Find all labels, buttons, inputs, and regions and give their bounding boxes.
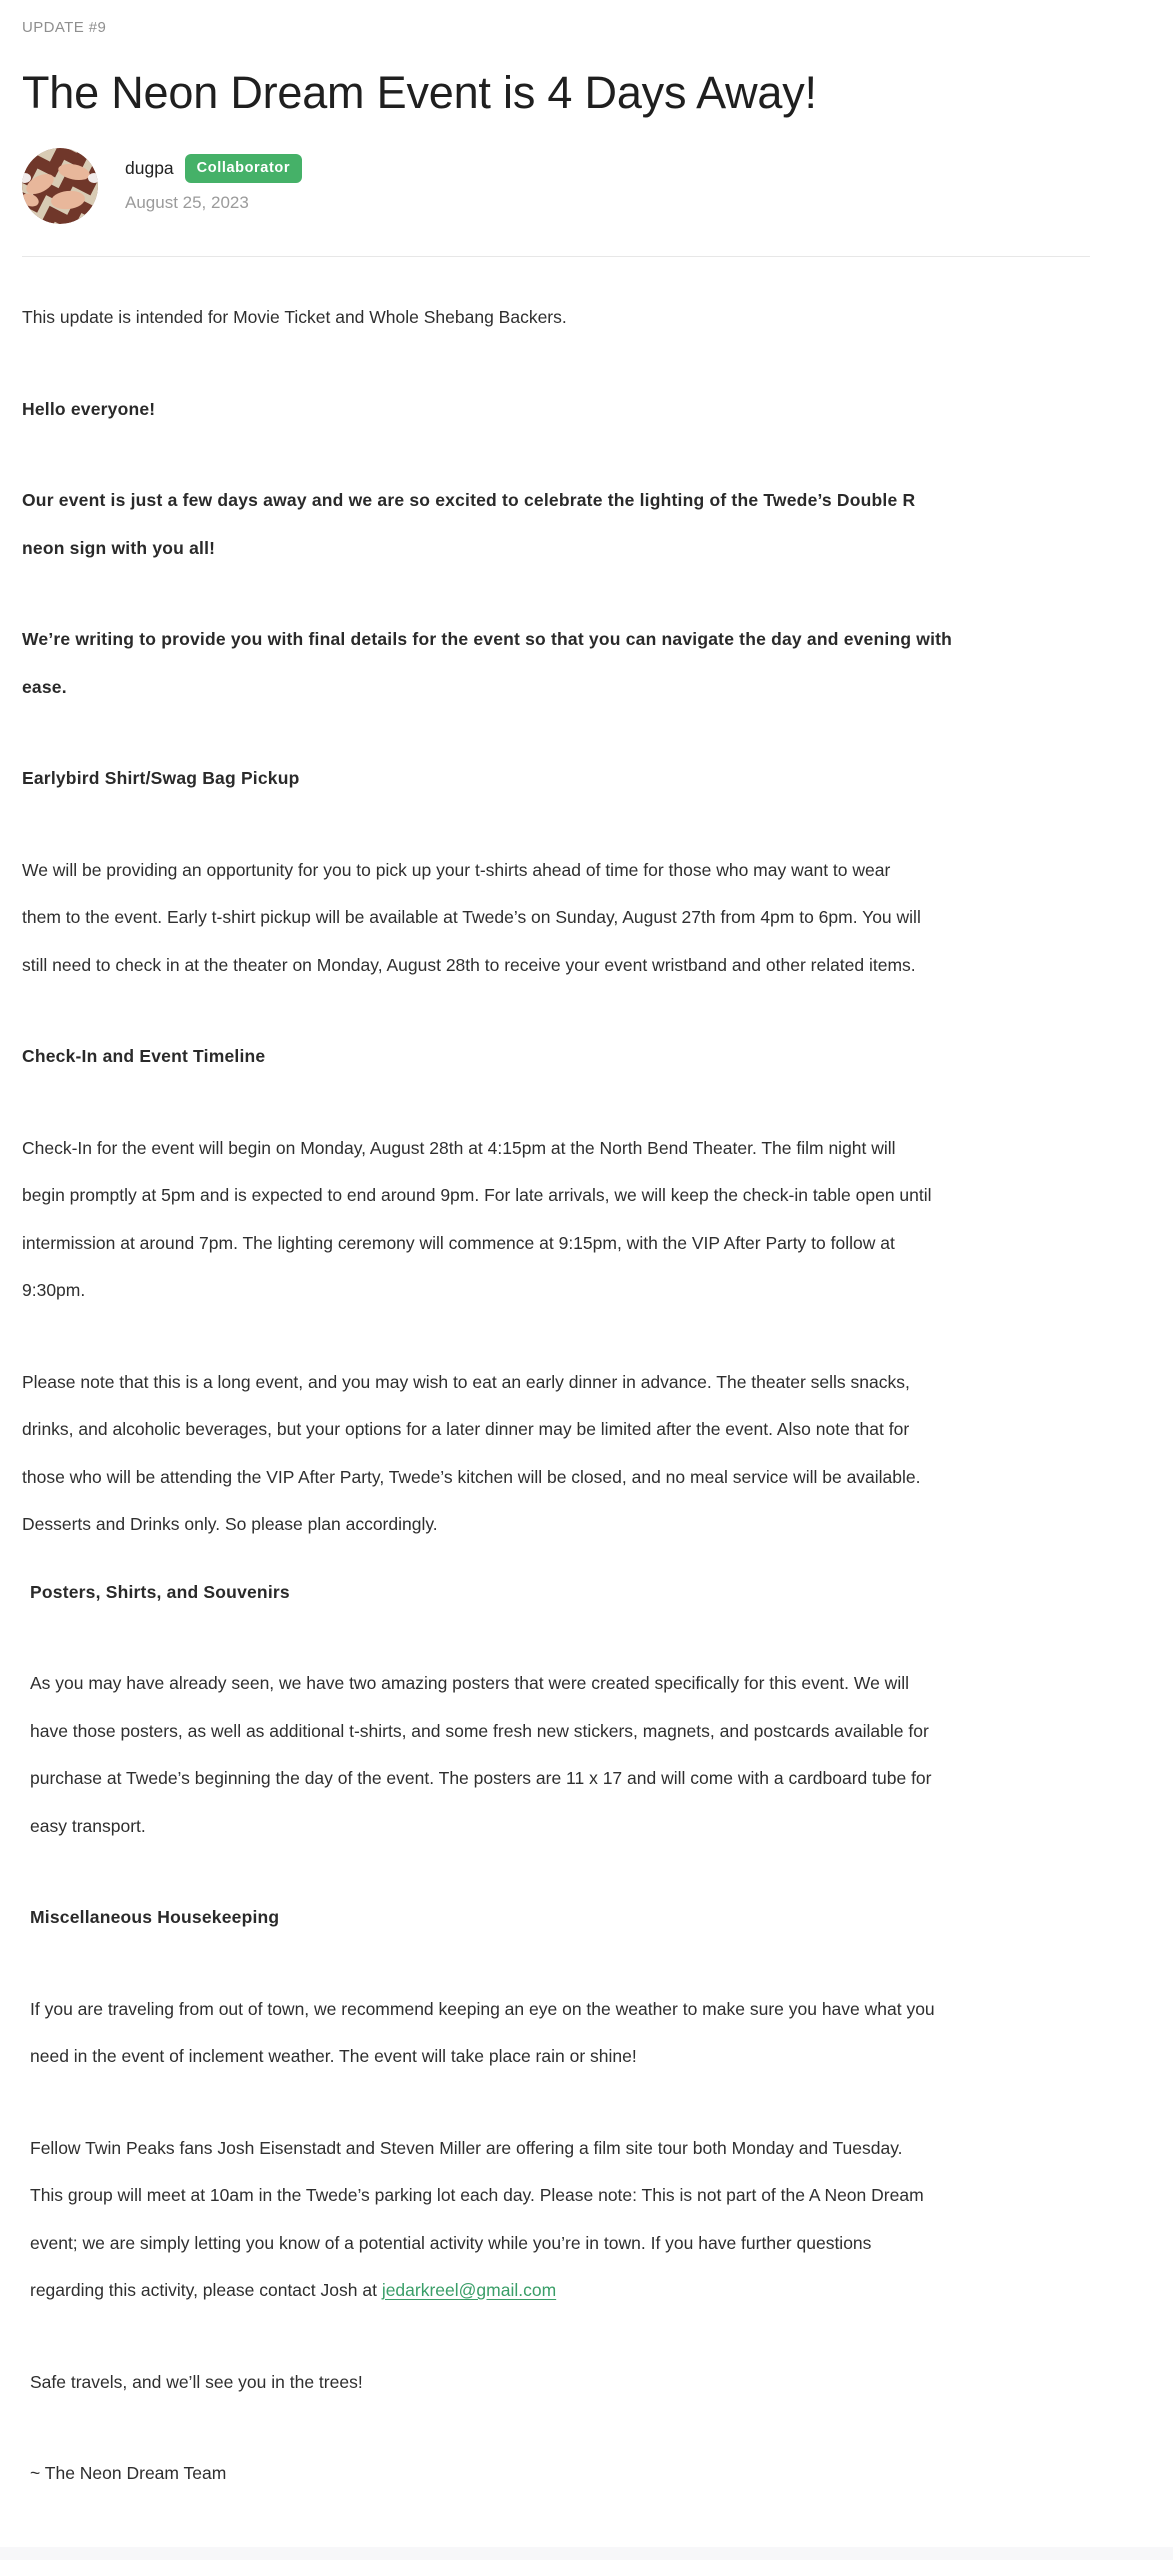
section-heading: Miscellaneous Housekeeping <box>30 1907 280 1927</box>
avatar[interactable] <box>22 148 98 224</box>
paragraph: Our event is just a few days away and we are so excited to celebrate the lighting of the Twede’s Double R neon sign with you all! <box>22 490 916 558</box>
email-link[interactable]: jedarkreel@gmail.com <box>381 2280 557 2300</box>
section-heading: Earlybird Shirt/Swag Bag Pickup <box>22 768 300 788</box>
footer-band <box>0 2547 1173 2560</box>
post-date: August 25, 2023 <box>125 193 249 212</box>
page-title: The Neon Dream Event is 4 Days Away! <box>22 67 817 118</box>
update-body <box>22 257 1090 2498</box>
paragraph: We’re writing to provide you with final details for the event so that you can navigate the day and evening with ease. <box>22 629 953 697</box>
paragraph: Hello everyone! <box>22 398 156 419</box>
collaborator-badge: Collaborator <box>185 154 302 183</box>
update-number: UPDATE #9 <box>22 19 107 36</box>
author-name: dugpa <box>125 158 174 178</box>
paragraph: As you may have already seen, we have two amazing posters that were created specifically for this event. We will have those posters, as well as additional t-shirts, and some fresh new stickers, magnets, and postcards available for purchase at Twede’s beginning the day of the event. The posters are 11 x 17 and will come with a cardboard tube for easy transport. <box>30 1673 932 1836</box>
paragraph: ~ The Neon Dream Team <box>30 2463 227 2483</box>
paragraph: Check-In for the event will begin on Monday, August 28th at 4:15pm at the North Bend Theater. The film night will begin promptly at 5pm and is expected to end around 9pm. For late arrivals, we will keep the check-in table open until intermission at around 7pm. The lighting ceremony will commence at 9:15pm, with the VIP After Party to follow at 9:30pm. <box>22 1137 932 1300</box>
avatar-image <box>22 148 98 224</box>
author-meta <box>125 148 302 213</box>
paragraph: Please note that this is a long event, and you may wish to eat an early dinner in advance. The theater sells snacks, drinks, and alcoholic beverages, but your options for a later dinner may be limited after the event. Also note that for those who will be attending the VIP After Party, Twede’s kitchen will be closed, and no meal service will be available. Desserts and Drinks only. So please plan accordingly. <box>22 1371 921 1534</box>
paragraph: This update is intended for Movie Ticket and Whole Shebang Backers. <box>22 307 567 327</box>
paragraph: Safe travels, and we’ll see you in the trees! <box>30 2371 363 2392</box>
paragraph: If you are traveling from out of town, we recommend keeping an eye on the weather to make sure you have what you need in the event of inclement weather. The event will take place rain or shine! <box>30 1998 935 2066</box>
section-heading: Posters, Shirts, and Souvenirs <box>30 1581 290 1602</box>
section-heading: Check-In and Event Timeline <box>22 1046 266 1066</box>
paragraph: Fellow Twin Peaks fans Josh Eisenstadt and Steven Miller are offering a film site tour both Monday and Tuesday. This group will meet at 10am in the Twede’s parking lot each day. Please note: This is not part of the A Neon Dream event; we are simply letting you know of a potential activity while you’re in town. If you have further questions regarding this activity, please contact Josh at jedarkreel@gmail.com <box>30 2137 924 2300</box>
author-block <box>22 148 1090 224</box>
paragraph: We will be providing an opportunity for you to pick up your t-shirts ahead of time for those who may want to wear them to the event. Early t-shirt pickup will be available at Twede’s on Sunday, August 27th from 4pm to 6pm. You will still need to check in at the theater on Monday, August 28th to receive your event wristband and other related items. <box>22 859 921 975</box>
